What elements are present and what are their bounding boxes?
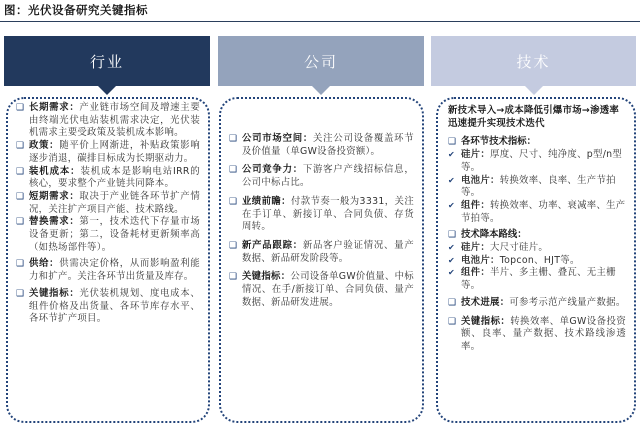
checkbox-icon: ❑: [229, 272, 238, 283]
checkmark-icon: ✔: [448, 150, 456, 160]
company-key-indicator: ❑ 关键指标：公司设备单GW价值量、中标情况、在手/新接订单、合同负债、量产数据、新品研发进展。: [229, 271, 414, 308]
checkbox-icon: ❑: [229, 165, 238, 176]
checkbox-icon: ❑: [229, 240, 238, 251]
arrow-down-technology: [525, 86, 543, 95]
checkbox-icon: ❑: [229, 134, 238, 144]
checkmark-icon: ✔: [448, 175, 456, 185]
checkbox-icon: ❑: [448, 230, 457, 241]
technology-section-head: ❑ 各环节技术指标：: [448, 136, 537, 148]
technology-sub-item: ✔ 硅片：大尺寸硅片。: [448, 242, 549, 254]
header-industry: 行业: [4, 36, 210, 86]
header-company: 公司: [218, 36, 424, 86]
company-item: ❑ 公司竞争力：下游客户产线招标信息，公司中标占比。: [229, 164, 414, 189]
checkbox-icon: ❑: [448, 297, 457, 308]
arrow-down-industry: [98, 86, 116, 95]
industry-item: ❑ 替换需求：第一，技术迭代下存量市场设备更新；第二，设备耗材更新频率高（如热场部件等）。: [16, 216, 200, 253]
checkmark-icon: ✔: [448, 200, 456, 210]
arrow-down-company: [312, 86, 330, 95]
company-item: ❑ 新产品跟踪：新品客户验证情况、量产数据、新品研发阶段等。: [229, 239, 414, 264]
checkmark-icon: ✔: [448, 255, 456, 265]
company-item: ❑ 公司市场空间：关注公司设备覆盖环节及价值量（单GW设备投资额）。: [229, 133, 414, 157]
checkbox-icon: ❑: [448, 316, 457, 327]
technology-intro: 新技术导入→成本降低引爆市场→渗透率迅速提升实现技术迭代: [448, 105, 620, 129]
industry-item: ❑ 长期需求：产业链市场空间及增速主要由终端光伏电站装机需求决定，光伏装机需求主要受政策及装机成本影响。: [16, 102, 200, 139]
technology-sub-item: ✔ 组件：转换效率、功率、衰减率、生产节拍等。: [448, 199, 626, 224]
title-rule: [0, 21, 640, 22]
industry-item: ❑ 短期需求：取决于产业链各环节扩产情况，关注扩产项目产能、技术路线。: [16, 190, 200, 215]
industry-key-indicator: ❑ 关键指标：光伏装机规划、度电成本、组件价格及出货量、各环节库存水平、各环节扩产项目。: [16, 287, 200, 325]
checkbox-icon: ❑: [16, 141, 25, 152]
technology-progress: ❑ 技术进展：可参考示范产线量产数据。: [448, 296, 626, 308]
checkmark-icon: ✔: [448, 268, 456, 278]
industry-item: ❑ 供给：供需决定价格，从而影响盈利能力和扩产。关注各环节出货量及库存。: [16, 258, 200, 283]
checkbox-icon: ❑: [16, 166, 25, 177]
checkbox-icon: ❑: [229, 196, 238, 207]
technology-sub-item: ✔ 硅片：厚度、尺寸、纯净度、p型/n型等。: [448, 149, 623, 173]
technology-section-head: ❑ 技术降本路线：: [448, 229, 527, 241]
checkbox-icon: ❑: [16, 103, 25, 113]
technology-key-indicator: ❑ 关键指标：转换效率、单GW设备投资额、良率、量产数据、技术路线渗透率。: [448, 315, 626, 352]
technology-sub-item: ✔ 电池片：转换效率、良率、生产节拍等。: [448, 174, 616, 199]
checkbox-icon: ❑: [448, 137, 457, 148]
checkbox-icon: ❑: [16, 217, 25, 228]
header-technology: 技术: [431, 36, 636, 86]
company-item: ❑ 业绩前瞻：付款节奏一般为3331，关注在手订单、新接订单、合同负债、存货周转。: [229, 195, 414, 233]
checkbox-icon: ❑: [16, 259, 25, 270]
figure-title: 图：光伏设备研究关键指标: [4, 3, 148, 17]
checkbox-icon: ❑: [16, 191, 25, 202]
industry-box: [6, 97, 210, 423]
company-box: [219, 97, 424, 423]
technology-sub-item: ✔ 电池片：Topcon、HJT等。: [448, 254, 580, 266]
checkbox-icon: ❑: [16, 288, 25, 299]
technology-box: [436, 97, 636, 423]
industry-item: ❑ 政策：随平价上网渐进，补贴政策影响逐步消退，碳排目标成为长期驱动力。: [16, 140, 200, 164]
industry-item: ❑ 装机成本：装机成本是影响电站IRR的核心，要求整个产业链共同降本。: [16, 165, 200, 190]
technology-sub-item: ✔ 组件：半片、多主栅、叠瓦、无主栅等。: [448, 267, 616, 292]
checkmark-icon: ✔: [448, 243, 456, 253]
